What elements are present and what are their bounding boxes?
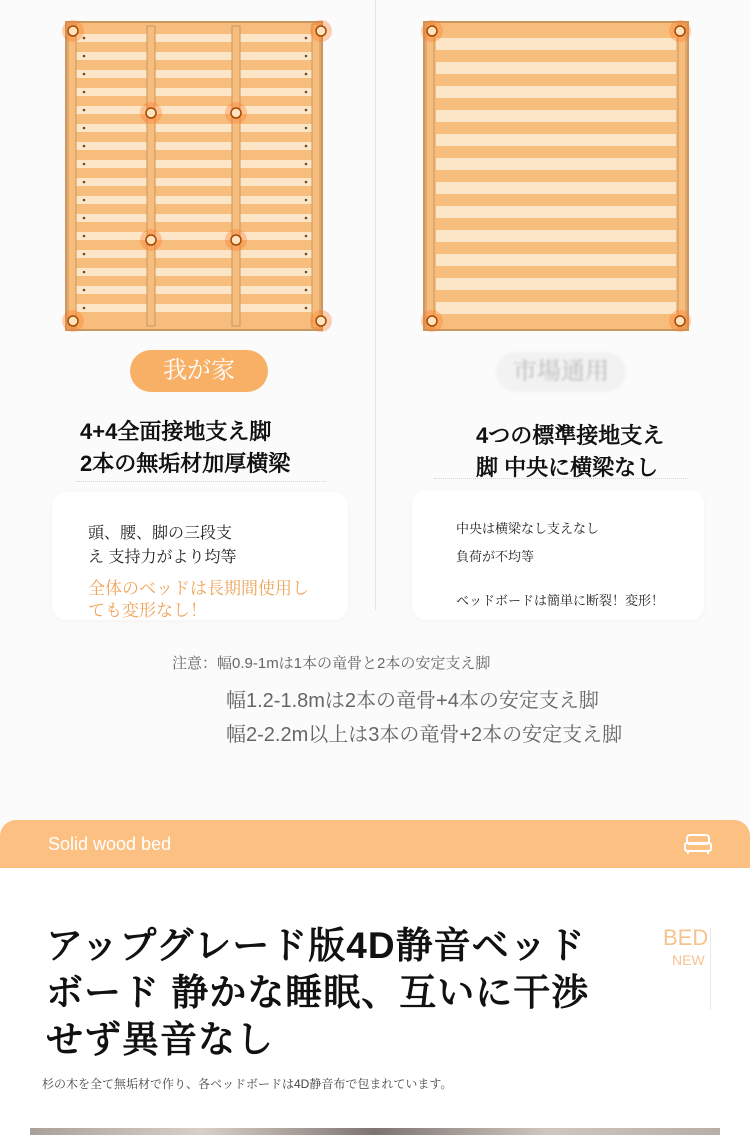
left-card-highlight [88,578,309,622]
right-card-line: ベッドボードは簡単に断裂！変形！ [456,593,665,608]
left-highlight-line: 全体のベッドは長期間使用し [88,579,309,598]
note-line-2: 幅1.2-1.8mは2本の竜骨+4本の安定支え脚 [226,690,599,712]
note-line-1: 注意：幅0.9-1mは1本の竜骨と2本の安定支え脚 [172,655,491,672]
section-header-title: Solid wood bed [48,834,172,854]
left-dotted-divider [76,481,326,482]
right-title-line: 脚 中央に横梁なし [476,455,659,480]
headline-line: ボード 静かな睡眠、互いに干渉 [46,972,590,1013]
main-headline [46,922,646,1063]
bed-tag: BED [663,925,709,950]
right-card-line: 負荷が不均等 [456,549,535,564]
note-line-3: 幅2-2.2m以上は3本の竜骨+2本の安定支え脚 [226,724,623,746]
left-title-line: 2本の無垢材加厚横梁 [80,451,291,476]
headline-line: アップグレード版4D静音ベッド [46,925,586,966]
headline-line: せず異音なし [46,1019,274,1060]
left-highlight-line: ても変形なし！ [88,601,207,620]
right-card-line: 中央は横梁なし支えなし [456,521,600,536]
left-title-line: 4+4全面接地支え脚 [80,419,272,444]
bed-frame-standard [414,12,704,342]
column-divider [375,0,376,610]
left-card-line: え 支持力がより均等 [88,549,237,566]
left-feature-title [80,416,290,480]
bed-icon [684,832,712,856]
left-card-text [88,522,236,570]
our-product-badge: 我が家 [130,350,268,392]
left-card-line: 頭、腰、脚の三段支 [88,525,233,542]
market-product-badge: 市場通用 [496,352,626,392]
right-title-line: 4つの標準接地支え [476,423,665,448]
left-description-card [52,492,348,620]
bed-frame-with-beams [56,12,356,342]
right-description-card [412,490,704,620]
new-tag: NEW [672,952,705,968]
tag-divider [710,928,711,1010]
right-feature-title [476,420,664,484]
right-dotted-divider [434,478,688,479]
product-photo-strip [30,1128,720,1135]
product-caption: 杉の木を全て無垢材で作り、各ベッドボードは4D静音布で包まれています。 [42,1077,453,1091]
